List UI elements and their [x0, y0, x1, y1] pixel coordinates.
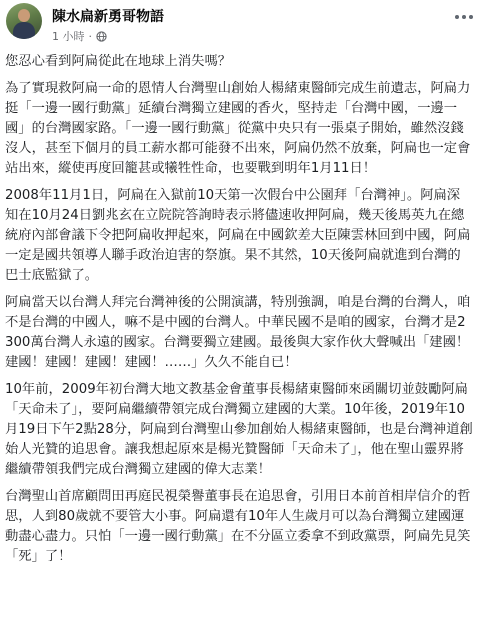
- post-content: [5, 52, 473, 574]
- more-horizontal-icon[interactable]: [452, 7, 476, 27]
- avatar[interactable]: [6, 3, 42, 39]
- avatar-body-shape: [13, 22, 35, 39]
- dot-separator: ·: [88, 29, 92, 43]
- post-paragraph-2: 為了實現救阿扁一命的恩情人台灣聖山創始人楊緒東醫師完成生前遺志，阿扁力挺「一邊一國行動黨」延續台灣獨立建國的香火，堅持走「台灣中國，一邊一國」的台灣國家路。「一邊一國行動黨」從黨中央只有一張桌子開始，雖然沒錢沒人，甚至下個月的員工薪水都可能發不出來，阿扁仍然不放棄，阿扁也一定會站出來，縱使再度回籠甚或犧牲性命，也要戰到明年1月11日！: [5, 81, 471, 176]
- post-paragraph-1: 您忍心看到阿扁從此在地球上消失嗎？: [5, 54, 232, 69]
- post-meta: [52, 28, 107, 44]
- post-paragraph-6: 台灣聖山首席顧問田再庭民視榮譽董事長在追思會，引用日本前首相岸信介的哲思，人到80歲就不要管大小事。阿扁還有10年人生歲月可以為台灣獨立建國運動盡心盡力。只怕「一邊一國行動黨」在不分區立委拿不到政黨票，阿扁先見笑「死」了！: [5, 489, 471, 564]
- post-paragraph-4: 阿扁當天以台灣人拜完台灣神後的公開演講，特別強調，咱是台灣的台灣人，咱不是台灣的中國人，嘛不是中國的台灣人。中華民國不是咱的國家，台灣才是2300萬台灣人永遠的國家。台灣要獨立建國。最後與大家作伙大聲喊出「建國！建國！建國！建國！建國！……」久久不能自已！: [5, 295, 471, 370]
- post-paragraph-5: 10年前，2009年初台灣大地文教基金會董事長楊緒東醫師來函關切並鼓勵阿扁「天命未了」，要阿扁繼續帶領完成台灣獨立建國的大業。10年後，2019年10月19日下午2點28分，阿扁到台灣聖山參加創始人楊緒東醫師，也是台灣神道創始人光贊的追思會。讓我想起原來是楊光贊醫師「天命未了」，他在聖山靈界將繼續帶領我們完成台灣獨立建國的偉大志業！: [5, 382, 473, 477]
- post-header: [6, 3, 476, 47]
- post-timestamp[interactable]: 1 小時: [52, 30, 85, 43]
- globe-icon[interactable]: [96, 31, 107, 42]
- post-paragraph-3: 2008年11月1日，阿扁在入獄前10天第一次假台中公園拜「台灣神」。阿扁深知在10月24日劉兆玄在立院院答詢時表示將儘速收押阿扁，幾天後馬英九在總統府內部會議下令把阿扁收押起來，阿扁在中國欽差大臣陳雲林回到中國，阿扁一定是國共領導人聯手政治迫害的祭旗。果不其然，10天後阿扁就進到台灣的巴士底監獄了。: [5, 188, 471, 283]
- page-name-link[interactable]: 陳水扁新勇哥物語: [52, 9, 164, 25]
- avatar-head-shape: [18, 9, 30, 22]
